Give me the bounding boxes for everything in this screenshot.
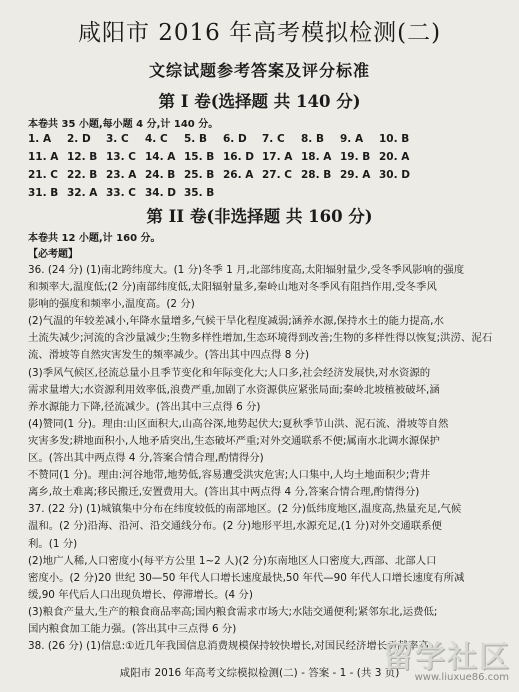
required-label: 【必考题】 xyxy=(28,249,78,260)
answer-text-line: 36. (24 分) (1)南北跨纬度大。(1 分)冬季 1 月,北部纬度高,太阳辐射量少,受冬季风影响的强度 xyxy=(28,264,465,276)
site-watermark xyxy=(363,632,511,688)
answer-cell: 22. B xyxy=(67,169,98,181)
answer-cell: 10. B xyxy=(379,133,410,145)
answer-cell: 19. B xyxy=(340,151,371,163)
answer-text-line: 利。(1 分) xyxy=(28,537,78,550)
watermark-logo-text: 留学社区 xyxy=(383,640,511,675)
answer-cell: 12. B xyxy=(67,151,98,163)
answer-text-line: 流、滑坡等自然灾害发生的频率减少。(答出其中四点得 8 分) xyxy=(28,349,310,362)
answer-cell: 8. B xyxy=(301,133,324,145)
answer-text-line: 区。(答出其中两点得 4 分,答案合情合理,酌情得分) xyxy=(28,452,264,465)
answer-cell: 35. B xyxy=(184,187,215,199)
watermark-url: www.liuxue86.com xyxy=(414,672,509,683)
answer-cell: 16. D xyxy=(223,151,254,163)
section-2-heading: 第 II 卷(非选择题 共 160 分) xyxy=(146,207,373,226)
answer-cell: 14. A xyxy=(145,151,176,163)
answer-text-line: 离乡,故土难离;移民搬迁,安置费用大。(答出其中两点得 4 分,答案合情合理,酌情得分) xyxy=(28,486,420,499)
answer-cell: 1. A xyxy=(28,133,52,145)
answer-text-line: 38. (26 分) (1)信息:①近几年我国信息消费规模保持较快增长,对国民经济增长贡献率高 xyxy=(28,640,429,653)
answer-cell: 11. A xyxy=(28,151,59,163)
answer-cell: 23. A xyxy=(106,169,137,181)
answer-row xyxy=(28,169,498,187)
answer-text-line: 养水源能力下降,径流减少。(答出其中三点得 6 分) xyxy=(28,400,261,413)
answer-text-line: 国内粮食加工能力强。(答出其中三点得 6 分) xyxy=(28,622,237,635)
answer-text-line: 温和。(2 分)沿海、沿河、沿交通线分布。(2 分)地形平坦,水源充足,(1 分)对外交通联系便 xyxy=(28,520,442,533)
section-1-heading: 第 I 卷(选择题 共 140 分) xyxy=(158,92,361,111)
answer-key-grid xyxy=(28,133,498,205)
answer-row xyxy=(28,151,498,169)
answer-text-line: 和频率大,温度低;(2 分)南部纬度低,太阳辐射量多,秦岭山地对冬季风有阻挡作用,受冬季风 xyxy=(28,281,437,294)
answer-cell: 26. A xyxy=(223,169,254,181)
section-2-note: 本卷共 12 小题,计 160 分。 xyxy=(28,233,161,244)
answer-cell: 30. D xyxy=(379,169,410,181)
page-title: 咸阳市 2016 年高考模拟检测(二) xyxy=(77,20,442,46)
answer-text-line: 土流失减少;河流的含沙量减少;生物多样性增加,生态环境得到改善;生物的多样性得以恢复;洪涝、泥石 xyxy=(28,332,493,345)
answer-text-line: 不赞同(1 分)。理由:河谷地带,地势低,容易遭受洪灾危害;人口集中,人均土地面积少;背井 xyxy=(28,469,431,482)
answer-cell: 21. C xyxy=(28,169,58,181)
answer-text-line: 影响的强度和频率小,温度高。(2 分) xyxy=(28,298,195,311)
answer-cell: 3. C xyxy=(106,133,129,145)
answer-text-line: (3)季风气候区,径流总量小且季节变化和年际变化大;人口多,社会经济发展快,对水资源的 xyxy=(28,366,431,379)
answer-cell: 20. A xyxy=(379,151,410,163)
answer-cell: 13. C xyxy=(106,151,136,163)
page-subtitle: 文综试题参考答案及评分标准 xyxy=(148,61,370,80)
answer-cell: 6. D xyxy=(223,133,247,145)
answer-cell: 25. B xyxy=(184,169,215,181)
answer-text-line: 缓,90 年代后人口出现负增长、停滞增长。(4 分) xyxy=(28,588,253,601)
answer-cell: 7. C xyxy=(262,133,285,145)
answer-text-line: 37. (22 分) (1)城镇集中分布在纬度较低的南部地区。(2 分)低纬度地区,温度高,热量充足,气候 xyxy=(28,503,462,516)
answer-text-line: (2)气温的年较差减小,年降水量增多,气候干旱化程度减弱;涵养水源,保持水土的能力提高,水 xyxy=(28,315,444,328)
answer-text-line: (3)粮食产量大,生产的粮食商品率高;国内粮食需求市场大;水陆交通便利;紧邻东北,运费低; xyxy=(28,605,438,618)
answer-cell: 4. C xyxy=(145,133,168,145)
answer-text-line: 灾害多发;耕地面积小,人地矛盾突出,生态破坏严重;对外交通联系不便;属南水北调水源保护 xyxy=(28,434,440,447)
answer-cell: 29. A xyxy=(340,169,371,181)
answer-cell: 2. D xyxy=(67,133,91,145)
answer-cell: 34. D xyxy=(145,187,176,199)
answer-cell: 31. B xyxy=(28,187,59,199)
answer-cell: 33. C xyxy=(106,187,136,199)
answer-cell: 15. B xyxy=(184,151,215,163)
section-1-note: 本卷共 35 小题,每小题 4 分,计 140 分。 xyxy=(28,119,219,130)
page-footer: 咸阳市 2016 年高考文综模拟检测(二) - 答案 - 1 - (共 3 页) xyxy=(119,667,400,679)
answer-cell: 32. A xyxy=(67,187,98,199)
answer-text-line: (2)地广人稀,人口密度小(每平方公里 1~2 人)(2 分)东南地区人口密度大,西部、北部人口 xyxy=(28,554,437,567)
answer-cell: 28. B xyxy=(301,169,332,181)
answer-cell: 9. A xyxy=(340,133,364,145)
answer-content xyxy=(28,262,498,655)
answer-cell: 24. B xyxy=(145,169,176,181)
answer-cell: 17. A xyxy=(262,151,293,163)
answer-row xyxy=(28,133,498,151)
answer-text-line: 需求量增大;水资源利用效率低,浪费严重,加剧了水资源供应紧张局面;秦岭北坡植被破坏,涵 xyxy=(28,383,440,396)
answer-text-line: 密度小。(2 分)20 世纪 30—50 年代人口增长速度最快,50 年代—90 年代人口增长速度有所减 xyxy=(28,571,465,584)
answer-cell: 5. B xyxy=(184,133,207,145)
answer-cell: 27. C xyxy=(262,169,292,181)
answer-cell: 18. A xyxy=(301,151,332,163)
answer-text-line: (4)赞同(1 分)。理由:山区面积大,山高谷深,地势起伏大;夏秋季节山洪、泥石流、滑坡等自然 xyxy=(28,417,449,430)
